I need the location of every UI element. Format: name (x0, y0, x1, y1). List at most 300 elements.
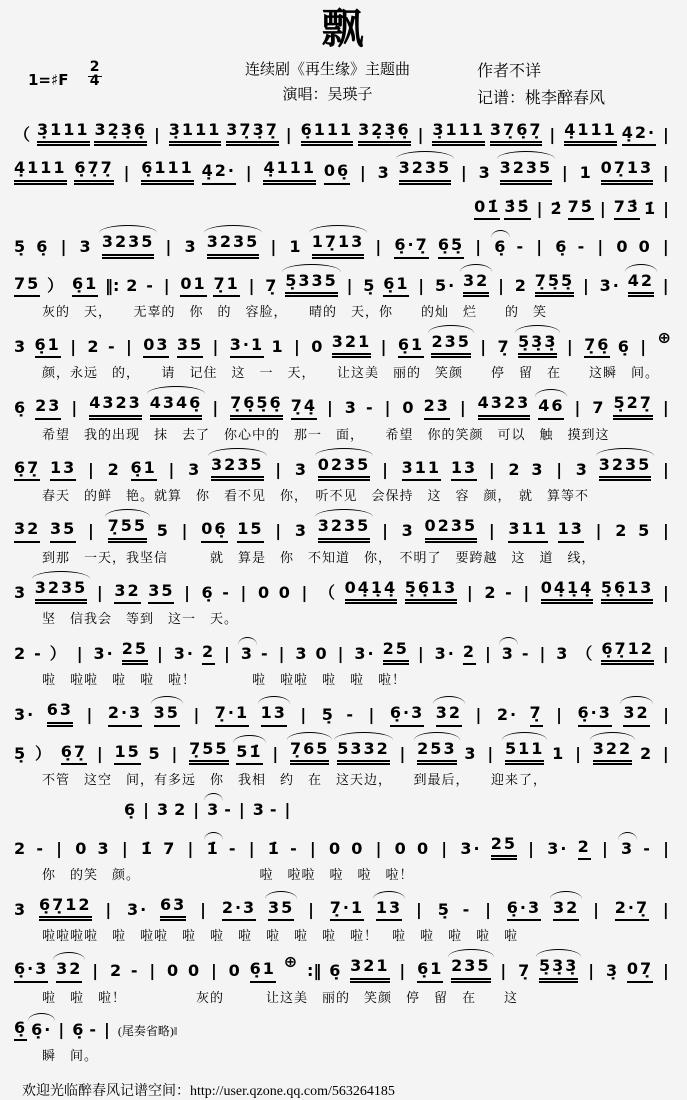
token-text: | (300, 705, 309, 725)
note (121, 640, 149, 665)
note (278, 584, 293, 604)
slur-arc (309, 225, 368, 233)
token-text: 13 (451, 459, 477, 481)
token-text: | (663, 582, 671, 602)
token-text: | (460, 163, 469, 183)
slur-arc (32, 571, 91, 579)
note (538, 957, 579, 982)
bar-line (267, 238, 281, 258)
slur-arc (204, 832, 223, 840)
bar-line (594, 238, 608, 258)
footer-link-text: 欢迎光临醉春风记谱空间：http://user.qzone.qq.com/563264185 (22, 1084, 395, 1100)
token-text: - (34, 644, 43, 663)
note (229, 336, 265, 358)
note (437, 901, 452, 921)
dash-note (516, 238, 527, 258)
note (600, 159, 655, 184)
token-text: 32 (14, 520, 40, 542)
bar-line (119, 840, 133, 860)
dash-note (130, 962, 141, 982)
token-text: 4̣111 (14, 159, 67, 184)
score-system (10, 394, 677, 442)
token-text: 3 (344, 398, 358, 418)
note (214, 704, 250, 726)
bar-line (243, 164, 257, 184)
token-text: 6̣ (14, 398, 28, 418)
token-text: | (308, 899, 316, 919)
token-text: | (212, 337, 221, 357)
bar-line (197, 901, 211, 921)
token-text: 1̇ (267, 838, 281, 858)
token-text: 35 (268, 899, 294, 921)
bar-line (378, 338, 392, 358)
note (13, 275, 41, 297)
token-text: 6̣ (14, 1019, 27, 1041)
slur-arc (373, 891, 405, 899)
note (86, 338, 101, 358)
note (34, 397, 62, 419)
token-text: 3 (575, 459, 589, 479)
token-text: 6̣7̣7̣ (74, 159, 113, 184)
bar-line (660, 584, 674, 604)
note (393, 236, 429, 258)
bar-line (272, 522, 286, 542)
token-text: （ (576, 644, 595, 663)
bar-line (457, 399, 471, 419)
note (507, 520, 548, 542)
token-text: 6̣1 (131, 459, 157, 481)
slur-arc (258, 696, 290, 704)
note (206, 801, 221, 821)
score (10, 121, 677, 1064)
token-text: 0 (402, 398, 416, 418)
token-text: | (662, 275, 671, 295)
token-text: 6̣7̣ (14, 459, 40, 481)
time-signature-numerator: 2 (89, 59, 100, 76)
slur-arc (233, 735, 265, 743)
token-text: 15 (237, 520, 263, 542)
token-text: | (417, 125, 426, 145)
token-text: - (643, 838, 652, 858)
bar-line (190, 801, 204, 821)
bar-line (85, 461, 99, 481)
note (235, 743, 263, 765)
note (294, 645, 309, 665)
bar-line (396, 962, 410, 982)
token-text: 5· (434, 275, 457, 295)
note (398, 159, 453, 184)
token-text: 5̣6̣13 (601, 579, 654, 604)
note (317, 517, 372, 542)
note (579, 164, 594, 184)
token-text: 4323 (89, 394, 142, 419)
token-text: 6̣·3 (390, 704, 424, 726)
bar-line (415, 126, 429, 146)
note (643, 200, 658, 220)
note (416, 840, 431, 860)
note (173, 801, 188, 821)
dash-note (88, 1021, 99, 1041)
note (504, 740, 545, 765)
token-text: | (326, 398, 335, 418)
token-text: 3235 (318, 517, 371, 542)
token-text: 3 (401, 521, 415, 541)
song-title: 飘 (321, 7, 366, 53)
token-text: 7̣55 (108, 517, 147, 542)
token-text: 63 (47, 701, 73, 726)
token-text: - (146, 275, 155, 295)
token-text: | (200, 899, 208, 919)
note (514, 277, 529, 297)
token-text: 6̣·3 (578, 704, 612, 726)
note (537, 397, 565, 419)
note (228, 962, 243, 982)
token-text: 5̣ (437, 899, 451, 919)
token-text: 6̣1 (383, 275, 409, 297)
token-text: 2 (14, 838, 28, 858)
annotation (117, 1021, 178, 1041)
note (540, 579, 595, 604)
token-text: 3· (127, 899, 149, 919)
token-text: 32 (553, 899, 579, 921)
bar-line (553, 706, 567, 726)
token-text: - (269, 800, 279, 820)
token-text: | (70, 337, 79, 357)
token-text: 3 (97, 838, 111, 858)
token-text: 3 (620, 838, 635, 858)
token-text: 7̣ (518, 961, 532, 981)
token-text: 15 (114, 743, 140, 765)
note (434, 277, 457, 297)
bar-line (74, 645, 88, 665)
bar-line (299, 584, 313, 604)
note (30, 1021, 53, 1041)
slur-arc (448, 949, 493, 957)
note (200, 520, 228, 542)
token-text: | (575, 743, 583, 763)
note (434, 645, 457, 665)
token-text: 321 (332, 333, 371, 358)
bar-line (660, 645, 674, 665)
note (575, 461, 590, 481)
note (140, 159, 195, 184)
token-text: 3 (501, 644, 515, 663)
bar-line (291, 338, 305, 358)
bar-line (372, 238, 386, 258)
note (168, 121, 223, 146)
dash-note (504, 584, 515, 604)
score-system (10, 740, 677, 788)
token-text: 04̣1̣4̣ (345, 579, 398, 604)
note (617, 338, 632, 358)
dash-note (228, 840, 239, 860)
token-text: - (290, 838, 299, 858)
token-text: | (399, 961, 408, 981)
note (201, 643, 216, 665)
dash-note (107, 338, 118, 358)
dash-note (462, 901, 473, 921)
score-system (10, 328, 677, 382)
dash-note (642, 840, 653, 860)
token-text: 6̣·7̣ (394, 236, 428, 258)
bar-line (571, 399, 585, 419)
note (142, 336, 170, 358)
bar-line (366, 706, 380, 726)
token-text: 3235 (599, 456, 652, 481)
token-text: 32̣3̣6̣ (358, 121, 411, 146)
bar-line (344, 277, 358, 297)
token-text: | (168, 459, 177, 479)
token-text: | (149, 961, 158, 981)
token-text: - (521, 644, 531, 663)
token-text: 3· (14, 705, 36, 725)
token-text: 1̇ (644, 198, 658, 218)
slur-arc (499, 637, 518, 645)
bar-line (660, 962, 674, 982)
note (497, 338, 512, 358)
bar-line (246, 840, 260, 860)
score-system (10, 198, 677, 220)
token-text: 6̣· (31, 1019, 53, 1039)
bar-line (58, 238, 72, 258)
token-text: 42 (628, 272, 654, 297)
token-text: 6̣ (36, 237, 50, 257)
music-line (10, 740, 677, 765)
bar-line (357, 164, 371, 184)
note (71, 275, 99, 297)
token-text: | (96, 582, 105, 602)
note (13, 159, 68, 184)
note (187, 461, 202, 481)
parenthesis (318, 584, 338, 604)
slur-arc (596, 448, 655, 456)
note (13, 840, 28, 860)
note (13, 645, 28, 665)
token-text: | (346, 275, 355, 295)
token-text: ） (47, 275, 66, 295)
token-text: 5̣335 (285, 272, 338, 297)
token-text: | (498, 275, 506, 295)
note (329, 899, 365, 921)
token-text: | (382, 521, 390, 541)
bar-line (101, 1021, 115, 1041)
lyrics-line: 颜，永远 的， 请 记住 这 一 天， 让这美 丽的 笑颜 停 留 在 这瞬 间。 (42, 366, 660, 382)
bar-line (94, 745, 108, 765)
coda-mark (283, 953, 300, 973)
note (34, 336, 62, 358)
token-text: 5̣3̣3̣ (539, 957, 578, 982)
token-text: - (577, 237, 587, 257)
token-text: | (500, 961, 509, 981)
token-text: 3235 (102, 233, 155, 258)
music-line (10, 579, 677, 604)
parenthesis (575, 645, 595, 665)
token-text: 2 (107, 459, 121, 479)
token-text: - (260, 644, 270, 663)
music-line (10, 952, 677, 982)
token-text: 5̣ (14, 237, 28, 257)
bar-line (335, 645, 349, 665)
token-text: | (380, 337, 389, 357)
bar-line (660, 840, 674, 860)
note (113, 582, 141, 604)
token-text: 3 (14, 899, 28, 919)
bar-line (413, 901, 427, 921)
bar-line (533, 238, 547, 258)
note (357, 121, 412, 146)
token-text: 75 (14, 275, 40, 297)
slur-arc (536, 949, 581, 957)
token-text: 6̣5̣ (438, 236, 464, 258)
note (35, 238, 50, 258)
token-text: | (193, 800, 202, 820)
time-signature-denominator: 4 (89, 73, 100, 90)
dash-note (289, 840, 300, 860)
note (350, 840, 365, 860)
token-text: 07̣13 (601, 159, 654, 184)
token-text: 07̣ (627, 960, 653, 982)
token-text: 51̇ (236, 743, 262, 765)
token-text: （ (318, 582, 337, 602)
bar-line (660, 901, 674, 921)
token-text: | (662, 459, 671, 479)
note (126, 901, 149, 921)
token-text: 4̣2· (202, 162, 236, 184)
token-text: ⊕ (283, 952, 300, 972)
token-text: 4̣111 (564, 121, 617, 146)
note (613, 198, 641, 220)
note (264, 277, 279, 297)
bar-line (415, 645, 429, 665)
token-text: 3 (252, 800, 266, 820)
note (344, 399, 359, 419)
token-text: 0 (188, 961, 202, 981)
token-text: 2 (14, 644, 28, 663)
bar-line (181, 584, 195, 604)
token-text: | (96, 743, 105, 763)
token-text: 3 (79, 237, 93, 257)
token-text: 3· (434, 644, 456, 663)
note (394, 840, 409, 860)
note (93, 121, 148, 146)
token-text: 73̇ (614, 198, 640, 220)
token-text: | (662, 644, 671, 663)
token-text: 6̣ (124, 800, 138, 820)
token-text: 3 (14, 582, 28, 602)
token-text: 3· (173, 644, 195, 663)
token-text: | (181, 521, 190, 541)
note (221, 899, 257, 921)
token-text: 0 (75, 838, 89, 858)
token-text: | (337, 644, 346, 663)
token-text: 3235 (500, 159, 553, 184)
note (328, 840, 343, 860)
note (113, 743, 141, 765)
token-text: | (384, 398, 393, 418)
note (534, 272, 575, 297)
note (503, 198, 531, 220)
token-text: 321 (350, 957, 389, 982)
token-text: 5 (638, 521, 652, 541)
lyrics-line: 你 的笑 颜。 啦 啦啦 啦 啦 啦！ (42, 867, 414, 883)
token-text: | (58, 1019, 67, 1039)
token-text: 0 (315, 644, 329, 663)
token-text: 0 (394, 838, 408, 858)
note (107, 704, 143, 726)
token-text: 6̣7̣12 (39, 896, 92, 921)
bar-line (553, 461, 567, 481)
lyrics-line: 到那 一天，我坚信 就 算是 你 不知道 你， 不明了 要跨越 这 道 线， (42, 550, 596, 566)
key-signature: 1=♯F (28, 71, 69, 90)
token-text: 0 (258, 582, 272, 602)
note (583, 336, 611, 358)
dash-note (223, 801, 234, 821)
token-text: 322 (593, 740, 632, 765)
note (252, 801, 267, 821)
token-text: | (484, 644, 493, 663)
token-text: 6̣ (494, 237, 508, 257)
note (240, 645, 255, 665)
note (599, 277, 622, 297)
note (13, 960, 49, 982)
parenthesis (49, 645, 69, 665)
note (13, 745, 28, 765)
note (620, 840, 635, 860)
token-text: | (662, 163, 671, 183)
score-system (10, 233, 677, 258)
slur-arc (105, 509, 150, 517)
music-line (10, 835, 677, 860)
token-text: 01̇ (474, 198, 500, 220)
token-text: 6̣·3 (507, 899, 541, 921)
note (97, 840, 112, 860)
slur-arc (515, 325, 560, 333)
bar-line (379, 522, 393, 542)
note (362, 277, 377, 297)
token-text: 3 (294, 459, 309, 479)
note (257, 584, 272, 604)
note (490, 835, 518, 860)
token-text: | (556, 459, 565, 479)
bar-line (546, 126, 560, 146)
token-text: | (662, 398, 671, 418)
token-text: 7 (592, 398, 606, 418)
token-text: 3· (547, 838, 569, 858)
token-text: 1̇ (206, 838, 220, 858)
token-text: | (285, 125, 294, 145)
token-text: 32 (463, 272, 489, 297)
bar-line (484, 745, 498, 765)
token-text: 4323 (478, 394, 531, 419)
token-text: 01 (180, 275, 206, 297)
token-text: | (71, 398, 80, 418)
token-text: | (245, 163, 254, 183)
note (140, 840, 155, 860)
token-text: 2 (639, 743, 654, 763)
token-text: | (278, 644, 287, 663)
token-text: | (248, 838, 257, 858)
music-line (10, 1019, 677, 1041)
token-text: | (103, 1019, 112, 1039)
token-text: 3· (599, 275, 621, 295)
token-text: 6̣1 (398, 336, 424, 358)
bar-line (246, 277, 260, 297)
token-text: 0 (328, 838, 343, 858)
bar-line (146, 962, 160, 982)
note (435, 704, 463, 726)
slur-arc (550, 891, 582, 899)
bar-line (585, 962, 599, 982)
